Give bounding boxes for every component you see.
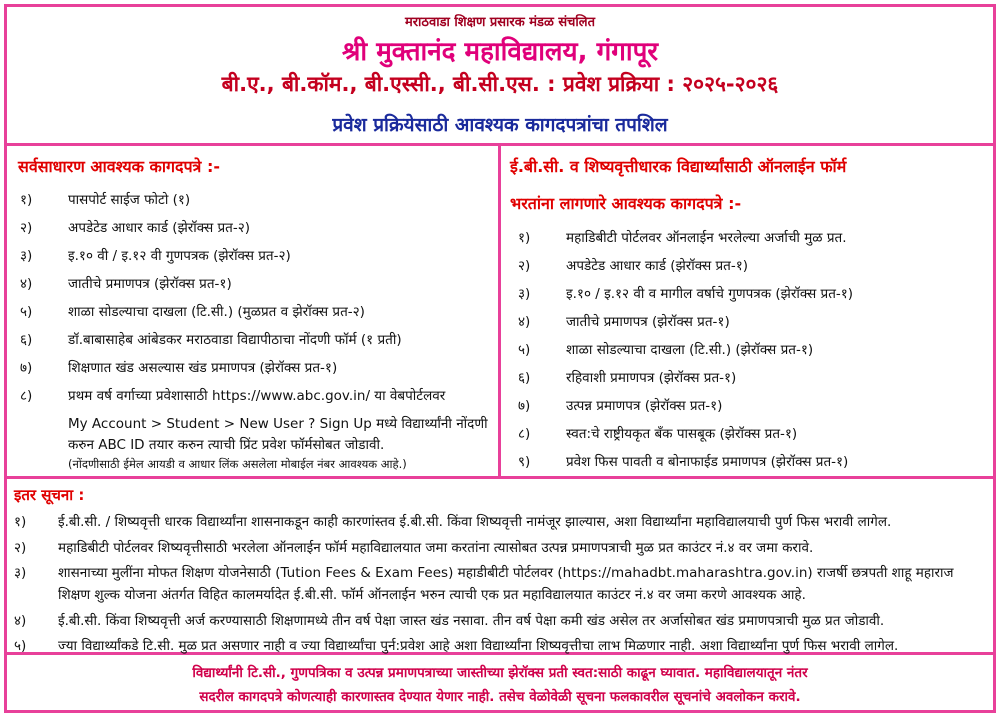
ebc-doc-item-num: ३)	[518, 286, 531, 302]
ebc-docs-title-line2: भरतांना लागणारे आवश्यक कागदपत्रे :-	[510, 194, 742, 213]
ebc-doc-item-num: ९)	[518, 454, 531, 470]
note-item-num: ४)	[14, 613, 27, 629]
ebc-doc-item-text: इ.१० / इ.१२ वी व मागील वर्षाचे गुणपत्रक (झेरॉक्स प्रत-१)	[566, 286, 854, 302]
ebc-doc-item-text: महाडिबीटी पोर्टलवर ऑनलाईन भरलेल्या अर्जाची मुळ प्रत.	[566, 230, 847, 246]
general-docs-title: सर्वसाधारण आवश्यक कागदपत्रे :-	[18, 157, 220, 176]
ebc-doc-item-text: स्वत:चे राष्ट्रीयकृत बँक पासबूक (झेरॉक्स प्रत-१)	[566, 426, 798, 442]
general-doc-item-text: प्रथम वर्ष वर्गाच्या प्रवेशासाठी https://www.abc.gov.in/ या वेबपोर्टलवर	[68, 388, 446, 404]
ebc-doc-item-num: ५)	[518, 342, 531, 358]
ebc-doc-item-text: जातीचे प्रमाणपत्र (झेरॉक्स प्रत-१)	[566, 314, 730, 330]
note3-line2: शिक्षण शुल्क योजना अंतर्गत विहित कालमर्यादेत ई.बी.सी. फॉर्म ऑनलाईन भरुन त्याची एक प्रत महाविद्यालयात काउंटर नं.४ वर जमा करणे आवश्यक आहे.	[58, 587, 806, 603]
note-item-text: शासनाच्या मुलींना मोफत शिक्षण योजनेसाठी (Tution Fees & Exam Fees) महाडीबीटी पोर्टलवर (https://mahadbt.maharashtra.gov.in) राजर्षी छत्रपती शाहू महाराज	[58, 565, 954, 581]
courses-line: बी.ए., बी.कॉम., बी.एस्सी., बी.सी.एस. : प्रवेश प्रक्रिया : २०२५-२०२६	[221, 72, 779, 96]
notes-title: इतर सूचना :	[14, 486, 85, 504]
note-item-num: २)	[14, 540, 27, 556]
general-doc-item-text: शाळा सोडल्याचा दाखला (टि.सी.) (मुळप्रत व झेरॉक्स प्रत-२)	[68, 304, 365, 320]
general-doc-item-text: डॉ.बाबासाहेब आंबेडकर मराठवाडा विद्यापीठाचा नोंदणी फॉर्म (१ प्रती)	[68, 332, 402, 348]
general-doc-item-num: ४)	[20, 276, 33, 292]
general-doc-item-num: ८)	[20, 388, 33, 404]
ebc-doc-item-num: ६)	[518, 370, 531, 386]
college-name: श्री मुक्तानंद महाविद्यालय, गंगापूर	[342, 37, 658, 67]
general-doc-item-num: २)	[20, 220, 33, 236]
general-doc-item-num: ५)	[20, 304, 33, 320]
note-item-text: ई.बी.सी. किंवा शिष्यवृत्ती अर्ज करण्यासाठी शिक्षणामध्ये तीन वर्ष पेक्षा जास्त खंड नसावा. तीन वर्ष पेक्षा कमी खंड असेल तर अर्जासोबत खंड प्रमाणपत्राची मुळ प्रत जोडावी.	[58, 613, 885, 629]
notes-divider	[4, 476, 993, 479]
ebc-doc-item-num: ८)	[518, 426, 531, 442]
column-divider	[498, 143, 501, 477]
general-doc-item-text: अपडेटेड आधार कार्ड (झेरॉक्स प्रत-२)	[68, 220, 251, 236]
note-item-text: ई.बी.सी. / शिष्यवृत्ती धारक विद्यार्थ्यांना शासनाकडून काही कारणांस्तव ई.बी.सी. किंवा शिष्यवृत्ती नामंजूर झाल्यास, अशा विद्यार्थ्यांना महाविद्यालयाची पुर्ण फिस भरावी लागेल.	[58, 514, 892, 530]
note-item-num: ३)	[14, 565, 27, 581]
item8-line2: My Account > Student > New User ? Sign Up मध्ये विद्यार्थ्यांनी नोंदणी	[68, 416, 488, 432]
ebc-doc-item-text: प्रवेश फिस पावती व बोनाफाईड प्रमाणपत्र (झेरॉक्स प्रत-१)	[566, 454, 849, 470]
item8-line3: करुन ABC ID तयार करुन त्याची प्रिंट प्रवेश फॉर्मसोबत जोडावी.	[68, 437, 385, 453]
ebc-doc-item-num: १)	[518, 230, 531, 246]
note-item-num: ५)	[14, 638, 27, 654]
general-doc-item-num: ७)	[20, 360, 33, 376]
ebc-doc-item-num: ७)	[518, 398, 531, 414]
general-doc-item-text: पासपोर्ट साईज फोटो (१)	[68, 192, 191, 208]
general-doc-item-text: इ.१० वी / इ.१२ वी गुणपत्रक (झेरॉक्स प्रत-२)	[68, 248, 291, 264]
general-doc-item-num: ६)	[20, 332, 33, 348]
ebc-doc-item-num: २)	[518, 258, 531, 274]
general-doc-item-text: जातीचे प्रमाणपत्र (झेरॉक्स प्रत-१)	[68, 276, 232, 292]
note-item-num: १)	[14, 514, 27, 530]
footer-line1: विद्यार्थ्यांनी टि.सी., गुणपत्रिका व उत्पन्न प्रमाणपत्राच्या जास्तीच्या झेरॉक्स प्रती स्वत:साठी काढून घ्यावात. महाविद्यालयातून नंतर	[192, 665, 808, 681]
society-line: मराठवाडा शिक्षण प्रसारक मंडळ संचलित	[404, 15, 596, 30]
ebc-docs-title-line1: ई.बी.सी. व शिष्यवृत्तीधारक विद्यार्थ्यांसाठी ऑनलाईन फॉर्म	[510, 157, 847, 176]
ebc-doc-item-text: अपडेटेड आधार कार्ड (झेरॉक्स प्रत-१)	[566, 258, 749, 274]
ebc-doc-item-text: उत्पन्न प्रमाणपत्र (झेरॉक्स प्रत-१)	[566, 398, 723, 414]
item8-note: (नोंदणीसाठी ईमेल आयडी व आधार लिंक असलेला मोबाईल नंबर आवश्यक आहे.)	[68, 457, 407, 471]
general-doc-item-num: ३)	[20, 248, 33, 264]
general-doc-item-text: शिक्षणात खंड असल्यास खंड प्रमाणपत्र (झेरॉक्स प्रत-१)	[68, 360, 338, 376]
note-item-text: ज्या विद्यार्थ्यांकडे टि.सी. मुळ प्रत असणार नाही व ज्या विद्यार्थ्यांचा पुर्न:प्रवेश आहे अशा विद्यार्थ्यांना शिष्यवृत्तीचा लाभ मिळणार नाही. अशा विद्यार्थ्यांना पुर्ण फिस भरावी लागेल.	[58, 638, 899, 654]
ebc-doc-item-text: रहिवाशी प्रमाणपत्र (झेरॉक्स प्रत-१)	[566, 370, 737, 386]
ebc-doc-item-num: ४)	[518, 314, 531, 330]
note-item-text: महाडिबीटी पोर्टलवर शिष्यवृत्तीसाठी भरलेला ऑनलाईन फॉर्म महाविद्यालयात जमा करतांना त्यासोबत उत्पन्न प्रमाणपत्राची मुळ प्रत काउंटर नं.४ वर जमा करावे.	[58, 540, 814, 556]
ebc-doc-item-text: शाळा सोडल्याचा दाखला (टि.सी.) (झेरॉक्स प्रत-१)	[566, 342, 814, 358]
general-doc-item-num: १)	[20, 192, 33, 208]
page-title: प्रवेश प्रक्रियेसाठी आवश्यक कागदपत्रांचा तपशिल	[332, 114, 668, 136]
footer-line2: सदरील कागदपत्रे कोणत्याही कारणास्तव देण्यात येणार नाही. तसेच वेळोवेळी सूचना फलकावरील सूचनांचे अवलोकन करावे.	[199, 689, 801, 705]
